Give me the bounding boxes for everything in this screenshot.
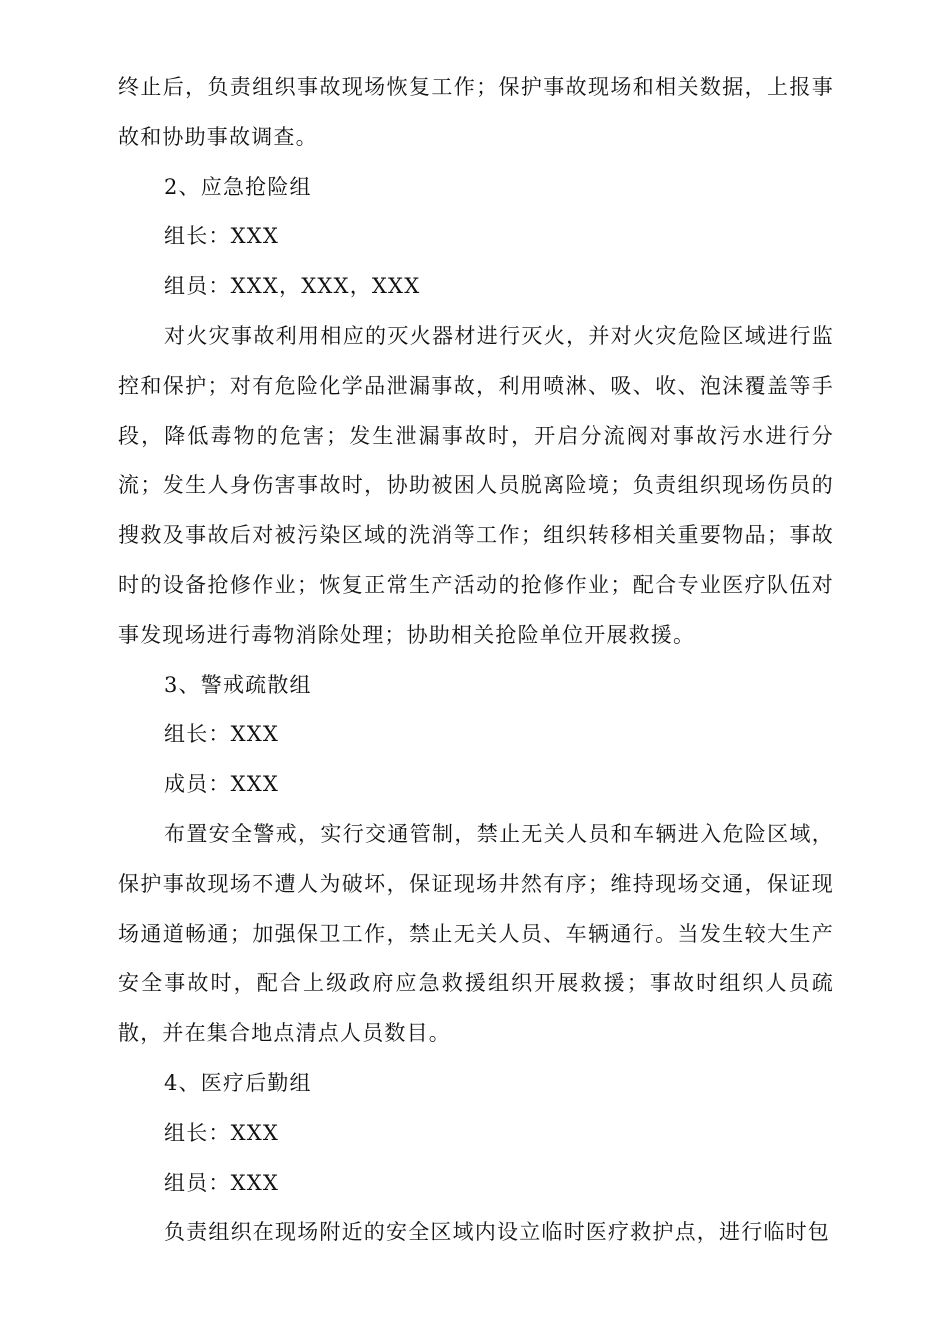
section-heading-medical-logistics: 4、医疗后勤组	[164, 1070, 312, 1095]
paragraph-continuation: 终止后，负责组织事故现场恢复工作；保护事故现场和相关数据，上报事故和协助事故调查。	[118, 75, 834, 149]
group-leader-line: 组长：XXX	[164, 1120, 280, 1145]
paragraph-medical-duties: 负责组织在现场附近的安全区域内设立临时医疗救护点，进行临时包	[164, 1220, 830, 1245]
group-members-line: 组员：XXX，XXX，XXX	[164, 274, 421, 299]
document-body	[118, 63, 834, 1258]
section-heading-evacuation: 3、警戒疏散组	[164, 672, 312, 697]
paragraph-rescue-duties: 对火灾事故利用相应的灭火器材进行灭火，并对火灾危险区域进行监控和保护；对有危险化学品泄漏事故，利用喷淋、吸、收、泡沫覆盖等手段，降低毒物的危害；发生泄漏事故时，开启分流阀对事故污水进行分流；发生人身伤害事故时，协助被困人员脱离险境；负责组织现场伤员的搜救及事故后对被污染区域的洗消等工作；组织转移相关重要物品；事故时的设备抢修作业；恢复正常生产活动的抢修作业；配合专业医疗队伍对事发现场进行毒物消除处理；协助相关抢险单位开展救援。	[118, 323, 834, 647]
group-members-line: 成员：XXX	[164, 772, 280, 797]
group-leader-line: 组长：XXX	[164, 722, 280, 747]
group-leader-line: 组长：XXX	[164, 224, 280, 249]
group-members-line: 组员：XXX	[164, 1170, 280, 1195]
paragraph-evacuation-duties: 布置安全警戒，实行交通管制，禁止无关人员和车辆进入危险区域，保护事故现场不遭人为破坏，保证现场井然有序；维持现场交通，保证现场通道畅通；加强保卫工作，禁止无关人员、车辆通行。当发生较大生产安全事故时，配合上级政府应急救援组织开展救援；事故时组织人员疏散，并在集合地点清点人员数目。	[118, 821, 834, 1046]
section-heading-emergency-rescue: 2、应急抢险组	[164, 174, 312, 199]
